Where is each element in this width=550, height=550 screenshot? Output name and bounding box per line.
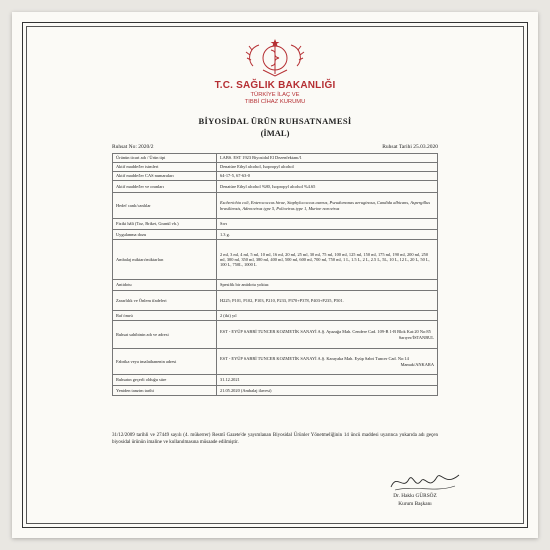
table-row: [113, 321, 438, 349]
row-label: Hedef canlı/canlılar: [113, 193, 217, 219]
ministry-logo-icon: [239, 36, 311, 80]
row-value: Denatüre Ethyl alcohol, Isopropyl alcohol: [217, 163, 438, 172]
row-label: Ürünün ticari adı / Ürün tipi: [113, 154, 217, 163]
table-row: [113, 154, 438, 163]
table-row: [113, 375, 438, 386]
row-label: Yeniden tanzim tarihi: [113, 386, 217, 396]
row-value: 2 (iki) yıl: [217, 311, 438, 321]
license-details-table: [112, 153, 438, 396]
factory-city: Mamak/ANKARA: [400, 361, 434, 367]
factory-address: EST - EYÜP SABRİ TUNCER KOZMETİK SANAYİ A.Ş. Karayaka Mah. Eyüp Sabri Tuncer Cad. No:14: [220, 356, 409, 362]
row-label: Fiziki hâli (Toz, Briket, Granül vb.): [113, 219, 217, 230]
document-title: BİYOSİDAL ÜRÜN RUHSATNAMESİ: [198, 116, 352, 126]
owner-city: Sarıyer/İSTANBUL: [398, 334, 434, 340]
ministry-name: T.C. SAĞLIK BAKANLIĞI: [214, 80, 336, 91]
table-row: [113, 230, 438, 240]
row-value: 31.12.2021: [217, 375, 438, 386]
row-label: Ruhsatın geçerli olduğu süre: [113, 375, 217, 386]
row-label: Aktif madde/ler ve oranları: [113, 181, 217, 193]
owner-address: EST - EYÜP SABRİ TUNCER KOZMETİK SANAYİ A.Ş. Ayazağa Mah. Cendere Cad. 109-B 1-B Blok Kat:20 No:85: [220, 329, 431, 335]
row-value: H225; P101, P102, P103, P210, P233, P370+P378, P403+P235, P501.: [217, 291, 438, 311]
table-row: [113, 163, 438, 172]
agency-line-2: TIBBİ CİHAZ KURUMU: [244, 99, 306, 105]
row-value: 2 ml, 3 ml, 4 ml, 5 ml, 10 ml, 16 ml, 20 ml, 25 ml, 30 ml, 75 ml, 100 ml, 125 ml, 150 ml, 175 ml, 190 ml, 200 ml, 250 ml, 300 ml, 350 ml, 380 ml, 400 ml, 500 ml, 600 ml, 700 ml, 750 ml, 1 L, 1.5 L, 2 L, 2.5 L, 5L, 10 L, 12 L, 20 L, 50 L, 100 L, 750L, 1000 L: [217, 240, 438, 280]
signature-icon: [385, 469, 465, 495]
row-label: Ambalaj miktarı/miktarları: [113, 240, 217, 280]
row-label: Fabrika veya imalathanenin adresi: [113, 349, 217, 375]
row-label: Raf ömrü: [113, 311, 217, 321]
row-label: Uygulanma dozu: [113, 230, 217, 240]
row-label: Ruhsat sahibinin adı ve adresi: [113, 321, 217, 349]
table-row: [113, 291, 438, 311]
row-label: Aktif madde/ler isimleri: [113, 163, 217, 172]
authorization-paragraph: 31/12/2009 tarihli ve 27449 sayılı (4. mükerrer) Resmî Gazete'de yayımlanan Biyosidal Ürünler Yönetmeliğinin 14 üncü maddesi uyarınca yukarıda adı geçen biyosidal ürünün imaline ve kullanılmasına müsaade edilmiştir.: [112, 433, 438, 446]
row-value: LABS. EST 1923 Biyosidal El Dezenfektanı/1: [217, 154, 438, 163]
row-value: Denatüre Ethyl alcohol %80, Isopropyl alcohol %4.65: [217, 181, 438, 193]
row-value: 1.3 g.: [217, 230, 438, 240]
table-row: [113, 386, 438, 396]
table-row: [113, 349, 438, 375]
row-value: Sıvı: [217, 219, 438, 230]
row-label: Aktif madde/ler CAS numaraları: [113, 172, 217, 181]
row-label: Antidotu: [113, 280, 217, 291]
row-value: [217, 321, 438, 349]
row-value: [217, 349, 438, 375]
table-row: [113, 193, 438, 219]
table-row: [113, 172, 438, 181]
row-value: Escherichia coli, Enterococcus hirae, Staphylococcus aureus, Pseudomonas aeruginosa, Candida albicans, Aspergillus brasiliensis, Adenovirus type 5, Poliovirus type 1, Murine norovirus: [217, 193, 438, 219]
row-value: 21.05.2020 (Ambalaj ilavesi): [217, 386, 438, 396]
signer-title: Kurum Başkanı: [398, 501, 432, 507]
agency-line-1: TÜRKİYE İLAÇ VE: [250, 92, 300, 98]
license-date: Ruhsat Tarihi 25.03.2020: [382, 144, 438, 150]
table-row: [113, 240, 438, 280]
row-label: Zararlılık ve Önlem ifadeleri: [113, 291, 217, 311]
table-row: [113, 219, 438, 230]
document-subtitle: (İMAL): [260, 128, 290, 138]
table-row: [113, 280, 438, 291]
row-value: Spesifik bir antidotu yoktur.: [217, 280, 438, 291]
table-row: [113, 311, 438, 321]
license-number: Ruhsat No: 2020/2: [112, 144, 154, 150]
agency-name: [0, 92, 550, 106]
license-header: [112, 142, 438, 152]
table-row: [113, 181, 438, 193]
signer-name: Dr. Hakkı GÜRSÖZ: [393, 493, 437, 499]
row-value: 64-17-5, 67-63-0: [217, 172, 438, 181]
